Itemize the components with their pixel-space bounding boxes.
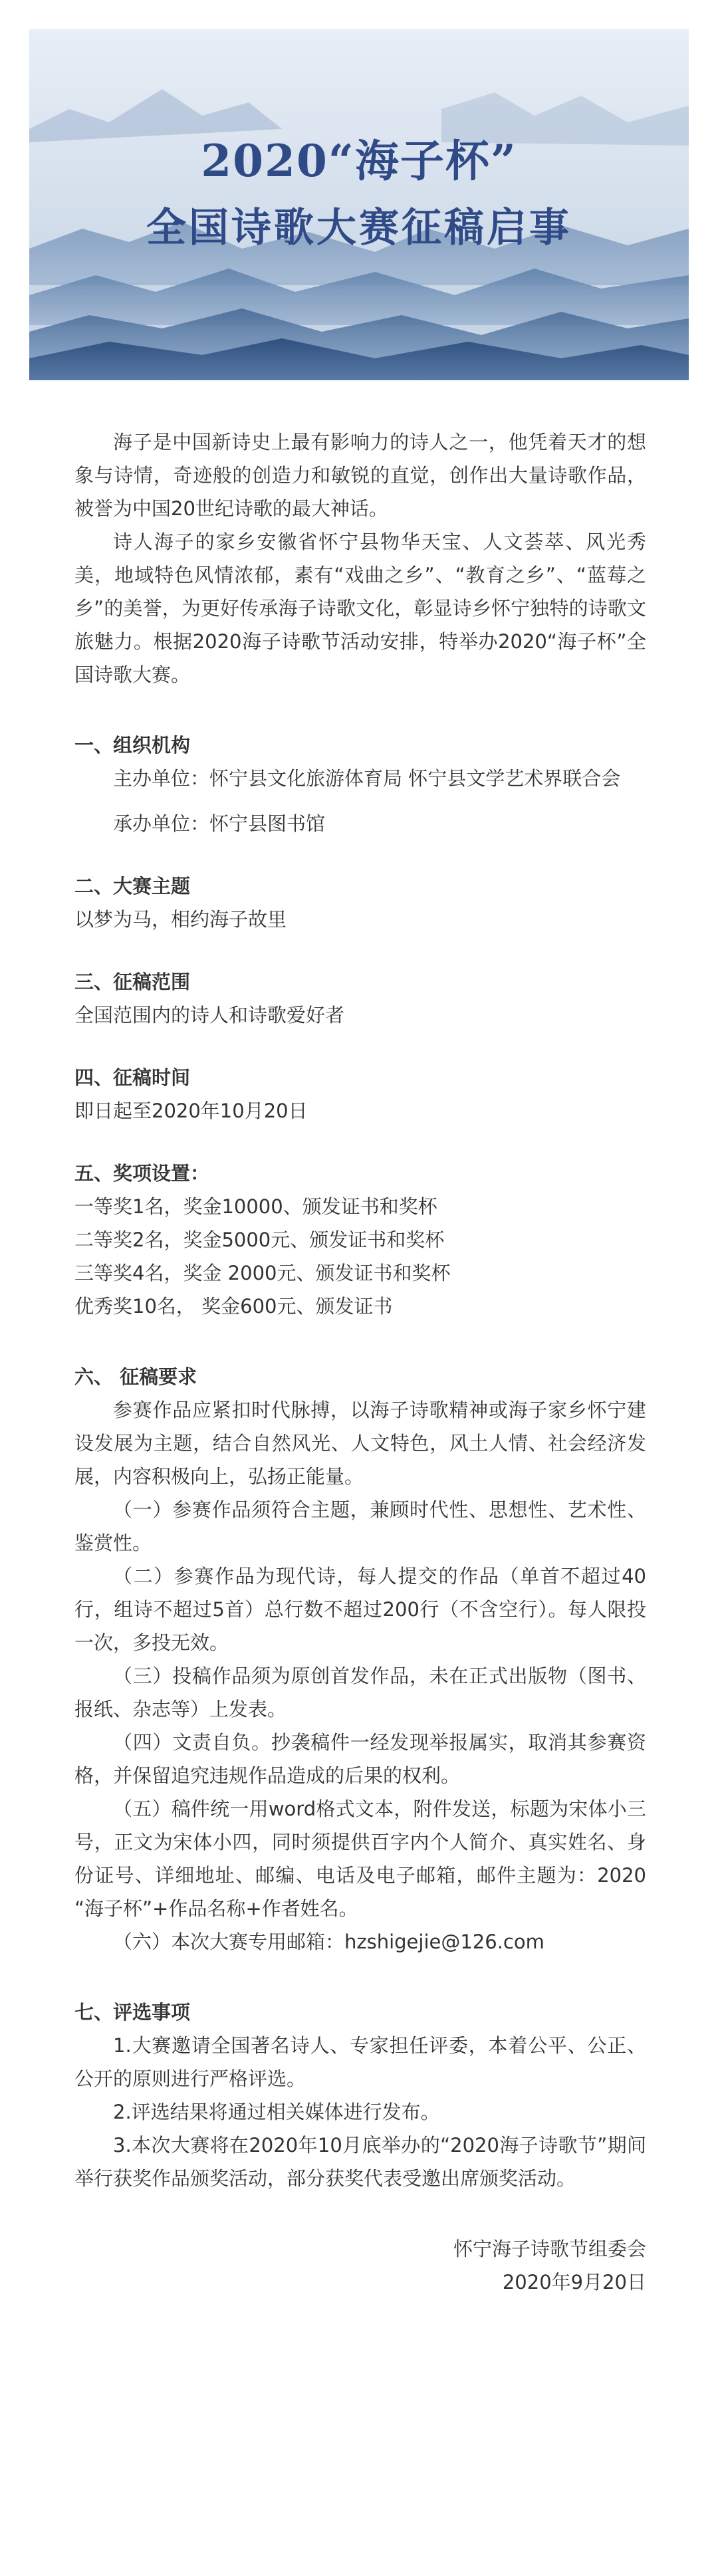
section-title-requirements: 六、 征稿要求 (74, 1365, 197, 1388)
review-item: 3.本次大赛将在2020年10月底举办的“2020海子诗歌节”期间举行获奖作品颁奖活动，部分获奖代表受邀出席颁奖活动。 (74, 2134, 646, 2190)
banner-title-line1: 2020“海子杯” (201, 135, 517, 187)
signature-org: 怀宁海子诗歌节组委会 (453, 2238, 646, 2260)
review-item: 1.大赛邀请全国著名诗人、专家担任评委，本着公平、公正、公开的原则进行严格评选。 (74, 2034, 646, 2090)
signature-date: 2020年9月20日 (502, 2271, 646, 2293)
article-body (74, 425, 646, 2299)
award-item: 一等奖1名，奖金10000、颁发证书和奖杯 (74, 1195, 437, 1218)
section-title-review: 七、评选事项 (74, 2001, 191, 2024)
org-organizer: 承办单位：怀宁县图书馆 (113, 812, 326, 835)
requirement-item: （五）稿件统一用word格式文本，附件发送，标题为宋体小三号，正文为宋体小四，同时须提供百字内个人简介、真实姓名、身份证号、详细地址、邮编、电话及电子邮箱，邮件主题为：2020 “海子杯”+作品名称+作者姓名。 (74, 1798, 646, 1920)
requirement-item-email: （六）本次大赛专用邮箱：hzshigejie@126.com (113, 1931, 544, 1953)
section-title-awards: 五、奖项设置： (74, 1162, 210, 1185)
section-title-theme: 二、大赛主题 (74, 875, 191, 897)
requirement-item: （四）文责自负。抄袭稿件一经发现举报属实，取消其参赛资格，并保留追究违规作品造成的后果的权利。 (74, 1731, 646, 1787)
section-title-scope: 三、征稿范围 (74, 971, 191, 993)
review-item: 2.评选结果将通过相关媒体进行发布。 (113, 2101, 440, 2123)
intro-paragraph-1: 海子是中国新诗史上最有影响力的诗人之一，他凭着天才的想象与诗情，奇迹般的创造力和敏锐的直觉，创作出大量诗歌作品，被誉为中国20世纪诗歌的最大神话。 (74, 431, 646, 520)
banner-title-line2: 全国诗歌大赛征稿启事 (146, 205, 572, 251)
award-item: 三等奖4名，奖金 2000元、颁发证书和奖杯 (74, 1262, 451, 1284)
requirement-item: （二）参赛作品为现代诗，每人提交的作品（单首不超过40行，组诗不超过5首）总行数不超过200行（不含空行）。每人限投一次，多投无效。 (74, 1565, 646, 1654)
time-text: 即日起至2020年10月20日 (74, 1100, 308, 1122)
requirement-item: （一）参赛作品须符合主题，兼顾时代性、思想性、艺术性、鉴赏性。 (74, 1498, 646, 1554)
intro-paragraph-2: 诗人海子的家乡安徽省怀宁县物华天宝、人文荟萃、风光秀美，地域特色风情浓郁，素有“戏曲之乡”、“教育之乡”、“蓝莓之乡”的美誉，为更好传承海子诗歌文化，彰显诗乡怀宁独特的诗歌文旅魅力。根据2020海子诗歌节活动安排，特举办2020“海子杯”全国诗歌大赛。 (74, 530, 646, 686)
award-item: 二等奖2名，奖金5000元、颁发证书和奖杯 (74, 1229, 445, 1251)
requirements-intro: 参赛作品应紧扣时代脉搏，以海子诗歌精神或海子家乡怀宁建设发展为主题，结合自然风光、人文特色，风土人情、社会经济发展，内容积极向上，弘扬正能量。 (74, 1399, 646, 1488)
award-item: 优秀奖10名， 奖金600元、颁发证书 (74, 1295, 393, 1318)
header-banner (29, 29, 689, 380)
section-title-time: 四、征稿时间 (74, 1066, 191, 1089)
scope-text: 全国范围内的诗人和诗歌爱好者 (74, 1004, 345, 1026)
section-title-org: 一、组织机构 (74, 734, 191, 757)
theme-text: 以梦为马，相约海子故里 (74, 908, 287, 931)
org-host: 主办单位：怀宁县文化旅游体育局 怀宁县文学艺术界联合会 (113, 767, 621, 790)
requirement-item: （三）投稿作品须为原创首发作品，未在正式出版物（图书、报纸、杂志等）上发表。 (74, 1665, 646, 1720)
